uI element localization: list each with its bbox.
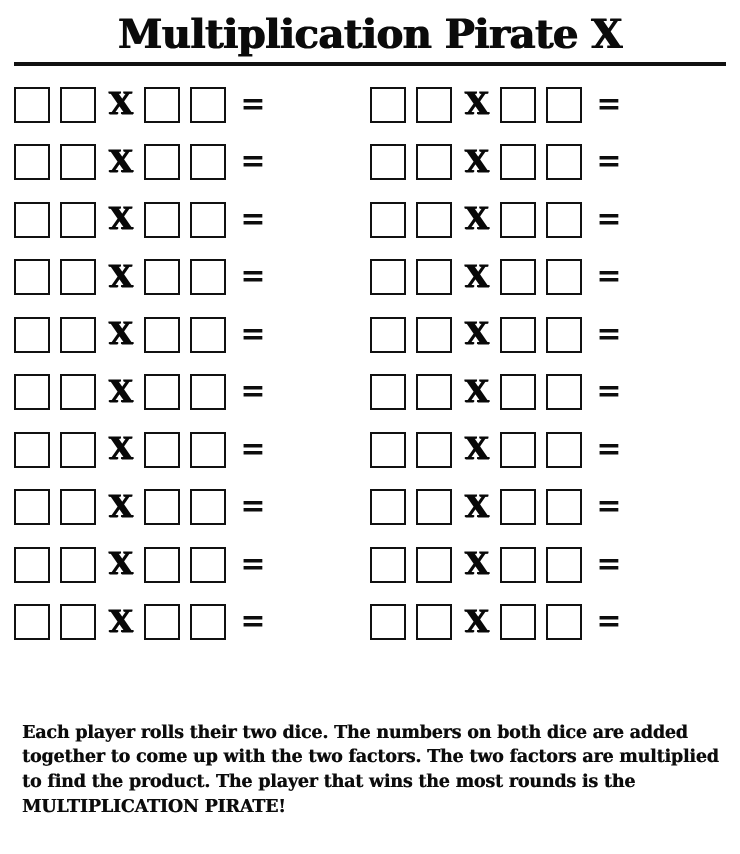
multiplication-x-symbol: X <box>464 603 490 640</box>
factor-box[interactable] <box>500 87 536 123</box>
problem-row <box>14 191 726 249</box>
factor-box[interactable] <box>190 202 226 238</box>
equals-symbol: = <box>240 546 266 582</box>
factor-box[interactable] <box>546 144 582 180</box>
problem-cell <box>14 317 370 353</box>
factor-box[interactable] <box>370 489 406 525</box>
factor-box[interactable] <box>370 432 406 468</box>
factor-box[interactable] <box>370 259 406 295</box>
factor-box[interactable] <box>546 604 582 640</box>
factor-box[interactable] <box>14 489 50 525</box>
factor-box[interactable] <box>416 374 452 410</box>
factor-box[interactable] <box>144 317 180 353</box>
factor-box[interactable] <box>60 432 96 468</box>
multiplication-x-symbol: X <box>464 488 490 525</box>
problem-row <box>14 594 726 652</box>
factor-box[interactable] <box>144 489 180 525</box>
multiplication-x-symbol: X <box>464 316 490 353</box>
factor-box[interactable] <box>190 547 226 583</box>
factor-box[interactable] <box>60 317 96 353</box>
multiplication-x-symbol: X <box>464 143 490 180</box>
equals-symbol: = <box>596 374 622 410</box>
factor-box[interactable] <box>500 317 536 353</box>
factor-box[interactable] <box>416 489 452 525</box>
factor-box[interactable] <box>546 259 582 295</box>
equals-symbol: = <box>240 489 266 525</box>
equals-symbol: = <box>240 86 266 122</box>
problem-cell <box>370 374 726 410</box>
factor-box[interactable] <box>144 259 180 295</box>
equals-symbol: = <box>240 144 266 180</box>
factor-box[interactable] <box>190 259 226 295</box>
multiplication-x-symbol: X <box>464 546 490 583</box>
instructions-text: Each player rolls their two dice. The numbers on both dice are added together to come up with the two factors. The two factors are multiplied to find the product. The player that wins the most rounds is the MULTIPLICATION PIRATE! <box>22 722 719 818</box>
factor-box[interactable] <box>60 259 96 295</box>
multiplication-x-symbol: X <box>108 603 134 640</box>
title-block <box>0 0 740 56</box>
factor-box[interactable] <box>500 604 536 640</box>
factor-box[interactable] <box>546 489 582 525</box>
factor-box[interactable] <box>370 604 406 640</box>
factor-box[interactable] <box>416 144 452 180</box>
problem-cell <box>370 317 726 353</box>
equals-symbol: = <box>240 201 266 237</box>
multiplication-x-symbol: X <box>108 316 134 353</box>
problem-row <box>14 364 726 422</box>
equals-symbol: = <box>596 259 622 295</box>
factor-box[interactable] <box>500 547 536 583</box>
factor-box[interactable] <box>144 144 180 180</box>
equals-symbol: = <box>596 201 622 237</box>
factor-box[interactable] <box>60 604 96 640</box>
factor-box[interactable] <box>546 547 582 583</box>
problem-rows <box>14 76 726 651</box>
factor-box[interactable] <box>546 317 582 353</box>
factor-box[interactable] <box>14 547 50 583</box>
factor-box[interactable] <box>416 259 452 295</box>
equals-symbol: = <box>596 604 622 640</box>
factor-box[interactable] <box>500 374 536 410</box>
problem-row <box>14 249 726 307</box>
problem-row <box>14 479 726 537</box>
equals-symbol: = <box>240 604 266 640</box>
problem-row <box>14 306 726 364</box>
equals-symbol: = <box>240 316 266 352</box>
problem-row <box>14 421 726 479</box>
multiplication-x-symbol: X <box>108 258 134 295</box>
problem-cell <box>14 144 370 180</box>
factor-box[interactable] <box>546 432 582 468</box>
multiplication-x-symbol: X <box>464 201 490 238</box>
factor-box[interactable] <box>416 604 452 640</box>
equals-symbol: = <box>596 431 622 467</box>
factor-box[interactable] <box>546 87 582 123</box>
factor-box[interactable] <box>60 202 96 238</box>
problem-grid <box>0 66 740 651</box>
problem-cell <box>14 432 370 468</box>
factor-box[interactable] <box>144 374 180 410</box>
factor-box[interactable] <box>60 374 96 410</box>
factor-box[interactable] <box>500 489 536 525</box>
problem-cell <box>14 87 370 123</box>
factor-box[interactable] <box>370 202 406 238</box>
factor-box[interactable] <box>370 374 406 410</box>
factor-box[interactable] <box>370 144 406 180</box>
multiplication-x-symbol: X <box>108 86 134 123</box>
problem-cell <box>370 202 726 238</box>
factor-box[interactable] <box>370 547 406 583</box>
factor-box[interactable] <box>190 432 226 468</box>
problem-cell <box>14 374 370 410</box>
factor-box[interactable] <box>546 202 582 238</box>
factor-box[interactable] <box>190 489 226 525</box>
problem-cell <box>14 202 370 238</box>
factor-box[interactable] <box>144 202 180 238</box>
factor-box[interactable] <box>14 87 50 123</box>
problem-cell <box>14 259 370 295</box>
factor-box[interactable] <box>500 202 536 238</box>
multiplication-x-symbol: X <box>464 258 490 295</box>
factor-box[interactable] <box>500 432 536 468</box>
factor-box[interactable] <box>416 317 452 353</box>
equals-symbol: = <box>240 259 266 295</box>
multiplication-x-symbol: X <box>464 373 490 410</box>
factor-box[interactable] <box>190 144 226 180</box>
factor-box[interactable] <box>546 374 582 410</box>
factor-box[interactable] <box>416 202 452 238</box>
factor-box[interactable] <box>500 259 536 295</box>
problem-cell <box>370 87 726 123</box>
factor-box[interactable] <box>60 87 96 123</box>
problem-cell <box>14 489 370 525</box>
multiplication-x-symbol: X <box>108 546 134 583</box>
problem-cell <box>14 604 370 640</box>
multiplication-x-symbol: X <box>108 201 134 238</box>
problem-row <box>14 76 726 134</box>
multiplication-x-symbol: X <box>108 488 134 525</box>
equals-symbol: = <box>596 546 622 582</box>
page-title: Multiplication Pirate X <box>118 11 622 58</box>
factor-box[interactable] <box>500 144 536 180</box>
problem-cell <box>370 489 726 525</box>
factor-box[interactable] <box>190 317 226 353</box>
equals-symbol: = <box>240 431 266 467</box>
factor-box[interactable] <box>14 374 50 410</box>
factor-box[interactable] <box>416 547 452 583</box>
factor-box[interactable] <box>144 87 180 123</box>
equals-symbol: = <box>240 374 266 410</box>
factor-box[interactable] <box>416 87 452 123</box>
problem-cell <box>14 547 370 583</box>
factor-box[interactable] <box>14 259 50 295</box>
factor-box[interactable] <box>14 604 50 640</box>
factor-box[interactable] <box>144 547 180 583</box>
factor-box[interactable] <box>14 202 50 238</box>
multiplication-x-symbol: X <box>108 143 134 180</box>
problem-row <box>14 536 726 594</box>
problem-cell <box>370 144 726 180</box>
factor-box[interactable] <box>370 317 406 353</box>
multiplication-x-symbol: X <box>464 431 490 468</box>
factor-box[interactable] <box>144 432 180 468</box>
problem-cell <box>370 432 726 468</box>
multiplication-x-symbol: X <box>464 86 490 123</box>
multiplication-x-symbol: X <box>108 431 134 468</box>
factor-box[interactable] <box>60 144 96 180</box>
factor-box[interactable] <box>190 87 226 123</box>
equals-symbol: = <box>596 144 622 180</box>
equals-symbol: = <box>596 489 622 525</box>
problem-cell <box>370 547 726 583</box>
factor-box[interactable] <box>14 432 50 468</box>
factor-box[interactable] <box>60 547 96 583</box>
factor-box[interactable] <box>190 374 226 410</box>
factor-box[interactable] <box>60 489 96 525</box>
factor-box[interactable] <box>14 317 50 353</box>
factor-box[interactable] <box>370 87 406 123</box>
factor-box[interactable] <box>14 144 50 180</box>
problem-cell <box>370 604 726 640</box>
problem-cell <box>370 259 726 295</box>
factor-box[interactable] <box>190 604 226 640</box>
equals-symbol: = <box>596 86 622 122</box>
factor-box[interactable] <box>144 604 180 640</box>
multiplication-x-symbol: X <box>108 373 134 410</box>
problem-row <box>14 134 726 192</box>
factor-box[interactable] <box>416 432 452 468</box>
equals-symbol: = <box>596 316 622 352</box>
